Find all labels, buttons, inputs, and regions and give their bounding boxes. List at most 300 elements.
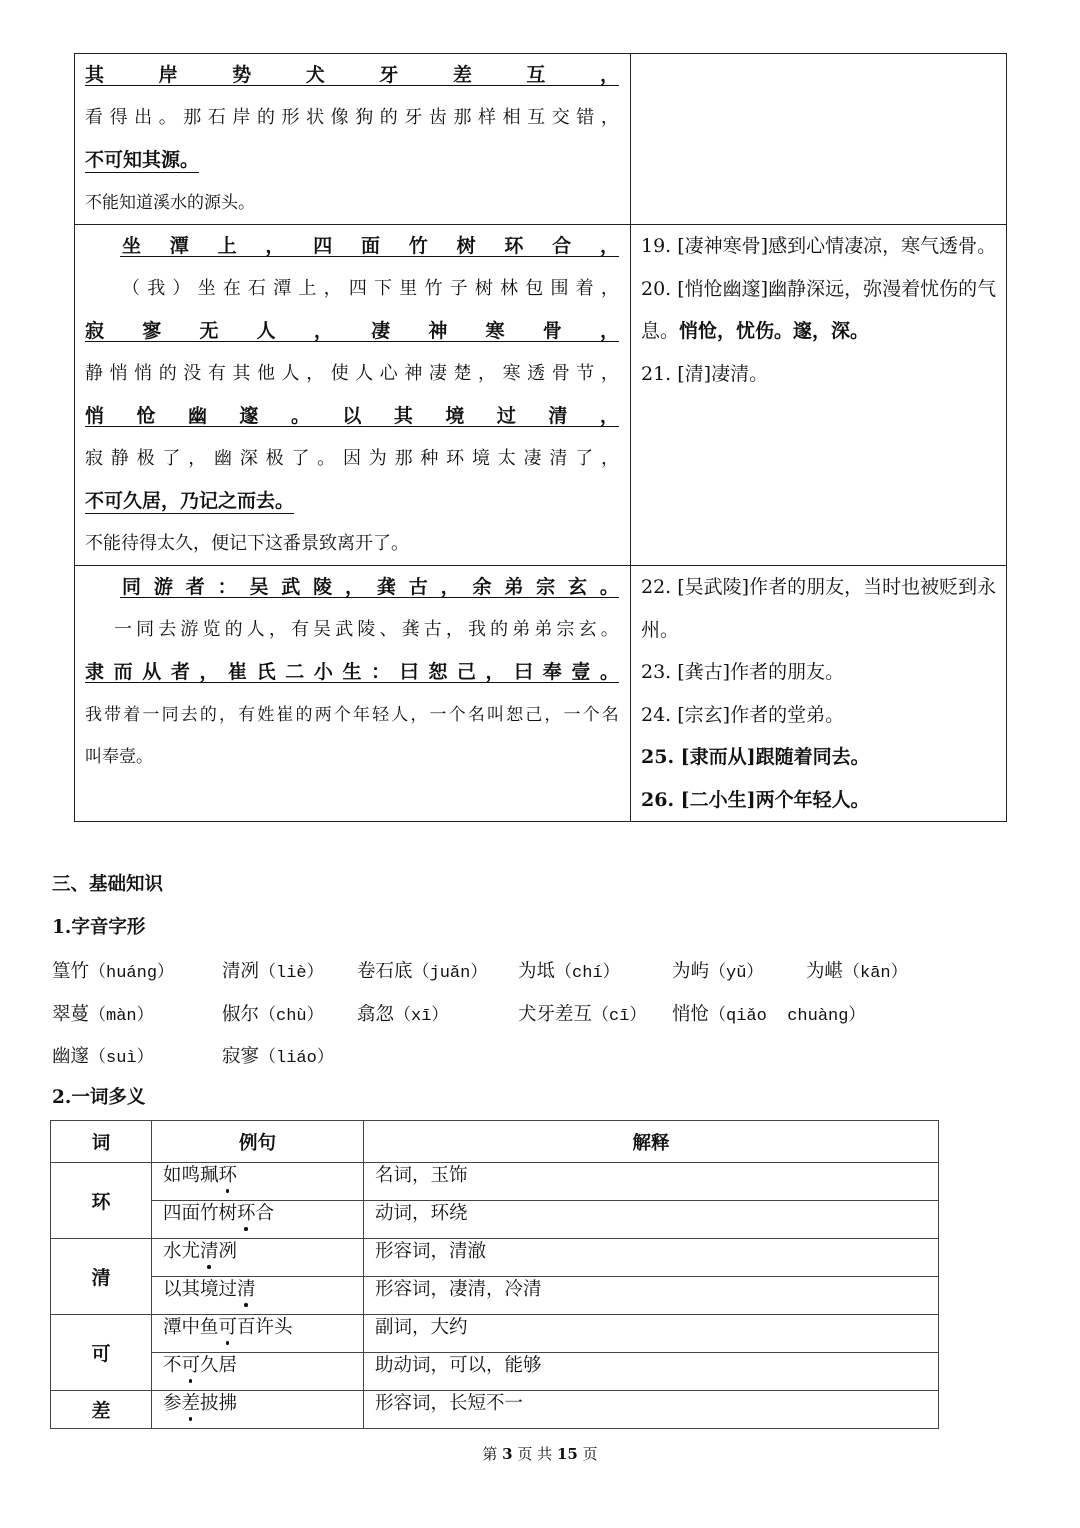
glyph: 轻 [372, 704, 390, 725]
pinyin-word: 篁竹 [52, 961, 90, 983]
original-text-cell [75, 225, 631, 566]
pinyin-item [518, 957, 672, 983]
pinyin-reading: （qiǎo chuàng） [709, 1006, 866, 1026]
glyph: 览 [202, 618, 221, 640]
glyph: 凄 [523, 447, 542, 469]
original-text-line [85, 54, 619, 97]
pinyin-word: 翕忽 [357, 1003, 395, 1025]
pinyin-item [52, 1000, 222, 1026]
glyph: 一 [563, 704, 581, 725]
glyph: 骨 [542, 320, 562, 342]
translation-line [85, 694, 619, 737]
glyph: 竹 [424, 277, 443, 299]
meaning: 动词，环绕 [364, 1201, 939, 1239]
example-text: 以其境过 [163, 1279, 238, 1300]
translation-line: 叫奉壹。 [85, 747, 153, 767]
example-text: 久居 [200, 1355, 238, 1376]
glyph: 那 [183, 106, 202, 128]
glyph: 。 [290, 405, 310, 427]
glyph: 林 [500, 277, 519, 299]
glyph: 得 [109, 106, 128, 128]
meaning: 形容词，凄清，冷清 [364, 1277, 939, 1315]
note-text-bold: 悄怆，忧伤。邃，深。 [679, 320, 870, 342]
glyph: 寒 [502, 362, 521, 384]
example-text: 水尤 [163, 1241, 201, 1262]
pinyin-reading: （màn） [89, 1006, 154, 1026]
glyph: 着 [575, 277, 594, 299]
pinyin-reading: （liè） [259, 964, 324, 984]
glyph: ， [345, 576, 365, 598]
glyph: 着 [123, 704, 141, 725]
glyph: ， [600, 362, 619, 384]
glyph: 潭 [169, 235, 189, 257]
pinyin-item [222, 957, 357, 983]
glyph: 因 [342, 447, 361, 469]
glyph: 曰 [399, 661, 419, 683]
glyph: 石 [248, 277, 267, 299]
glyph: 潭 [273, 277, 292, 299]
passage-row [75, 566, 1007, 822]
glyph: 交 [551, 106, 570, 128]
glyph: 叫 [486, 704, 504, 725]
glyph: ： [371, 661, 391, 683]
glyph: ， [599, 64, 619, 86]
glyph: 龚 [401, 618, 420, 640]
passage-row [75, 225, 1007, 566]
glyph: 无 [199, 320, 219, 342]
glyph: 两 [314, 704, 332, 725]
glyph: 种 [420, 447, 439, 469]
glyph: 幽 [187, 405, 207, 427]
example-text: 参 [163, 1393, 182, 1414]
original-text-line: 不可久居，乃记之而去。 [85, 490, 295, 512]
glyph: ， [218, 704, 236, 725]
glyph: 太 [497, 447, 516, 469]
glyph: 清 [549, 447, 568, 469]
glyph: 而 [113, 661, 133, 683]
pinyin-word: 俶尔 [222, 1003, 260, 1025]
glyph: 相 [502, 106, 521, 128]
glyph: 那 [394, 447, 413, 469]
meaning: 形容词，长短不一 [364, 1391, 939, 1429]
page-label-total: 共 [537, 1445, 553, 1463]
glyph: 凄 [428, 362, 447, 384]
glyph: 了 [291, 447, 310, 469]
glyph: 我 [85, 704, 102, 725]
pinyin-word: 为屿 [672, 961, 710, 983]
pinyin-item [52, 957, 222, 983]
meaning: 副词，大约 [364, 1315, 939, 1353]
example-sentence [152, 1239, 364, 1277]
polysemy-table [50, 1120, 939, 1429]
original-text-cell [75, 54, 631, 225]
glyph: 竹 [408, 235, 428, 257]
glyph: 环 [446, 447, 465, 469]
glyph: 树 [456, 235, 476, 257]
glyph: 二 [285, 661, 305, 683]
glyph: 他 [256, 362, 275, 384]
emphasized-character: 可 [181, 1355, 201, 1376]
original-text-cell [75, 566, 631, 822]
polysemy-word: 环 [51, 1163, 152, 1239]
emphasized-character: 可 [218, 1317, 238, 1338]
polysemy-row [51, 1353, 939, 1391]
pinyin-item [806, 957, 966, 983]
glyph: 人 [281, 362, 300, 384]
glyph: 骨 [551, 362, 570, 384]
pinyin-reading: （huáng） [89, 964, 175, 984]
pinyin-reading: （juǎn） [412, 964, 488, 984]
pinyin-item [222, 1000, 357, 1026]
glyph: 古 [408, 576, 428, 598]
column-header-example: 例句 [152, 1121, 364, 1163]
glyph: 没 [183, 362, 202, 384]
pinyin-reading: （chù） [259, 1006, 324, 1026]
glyph: 者 [185, 576, 205, 598]
translation-line: 不能待得太久，便记下这番景致离开了。 [85, 532, 409, 554]
glyph: 神 [428, 320, 448, 342]
pinyin-reading: （yǔ） [709, 964, 764, 984]
glyph: ， [445, 618, 464, 640]
glyph: 同 [136, 618, 155, 640]
subsection-title: 2.一词多义 [52, 1086, 146, 1108]
glyph: 下 [374, 277, 393, 299]
meaning: 助动词，可以，能够 [364, 1353, 939, 1391]
glyph: 悄 [134, 362, 153, 384]
glyph: 的 [295, 704, 313, 725]
glyph: 了 [575, 447, 594, 469]
glyph: 互 [526, 64, 546, 86]
current-page-number: 3 [502, 1445, 513, 1463]
emphasized-character: 差 [181, 1393, 201, 1414]
column-header-meaning: 解释 [364, 1121, 939, 1163]
pinyin-reading: （chí） [555, 964, 620, 984]
glyph: 小 [313, 661, 333, 683]
glyph: 寥 [142, 320, 162, 342]
translation-line [85, 609, 619, 652]
glyph: 怆 [136, 405, 156, 427]
glyph: 人 [355, 362, 374, 384]
glyph: 楚 [453, 362, 472, 384]
glyph: 其 [393, 405, 413, 427]
page-label-unit: 页 [582, 1445, 598, 1463]
notes-cell [631, 225, 1007, 566]
glyph: 状 [306, 106, 325, 128]
note-line: 23. [龚古]作者的朋友。 [641, 661, 845, 683]
glyph: ， [478, 362, 496, 384]
emphasized-character: 清 [237, 1279, 256, 1300]
glyph: 个 [582, 704, 600, 725]
glyph: 从 [142, 661, 162, 683]
translation-line [85, 438, 619, 481]
page-label-unit: 页 [517, 1445, 533, 1463]
glyph: 的 [158, 362, 177, 384]
glyph: 互 [527, 106, 546, 128]
glyph: 境 [445, 405, 465, 427]
glyph: 犬 [305, 64, 325, 86]
pinyin-word: 为嵁 [806, 961, 844, 983]
pinyin-word: 清冽 [222, 961, 260, 983]
glyph: ， [188, 447, 207, 469]
glyph: ， [485, 661, 505, 683]
glyph: 一 [142, 704, 160, 725]
emphasized-character: 清 [200, 1241, 219, 1262]
glyph: 样 [478, 106, 496, 128]
glyph: 我 [468, 618, 486, 640]
glyph: 坐 [122, 235, 142, 257]
original-text-line [85, 310, 619, 353]
glyph: ， [440, 576, 460, 598]
glyph: 悄 [109, 362, 128, 384]
glyph: 神 [404, 362, 423, 384]
glyph: 吴 [313, 618, 332, 640]
polysemy-row [51, 1315, 939, 1353]
original-text-line: 不可知其源。 [85, 149, 200, 171]
note-line: 州。 [641, 618, 680, 641]
glyph: 己 [456, 661, 476, 683]
glyph: 清 [548, 405, 568, 427]
glyph: 。 [599, 576, 619, 598]
glyph: 弟 [512, 618, 531, 640]
page-footer [0, 1444, 1080, 1464]
glyph: 武 [281, 576, 301, 598]
glyph: 以 [342, 405, 362, 427]
pinyin-word: 幽邃 [52, 1046, 90, 1068]
example-sentence [152, 1201, 364, 1239]
glyph: 牙 [404, 106, 423, 128]
glyph: 人 [391, 704, 409, 725]
subsection-title: 1.字音字形 [52, 916, 146, 938]
glyph: 看 [85, 106, 103, 128]
glyph: 包 [525, 277, 544, 299]
polysemy-header-row [51, 1121, 939, 1163]
glyph: 差 [452, 64, 472, 86]
glyph: 。 [158, 106, 177, 128]
glyph: 的 [490, 618, 509, 640]
note-line: 25. [隶而从]跟随着同去。 [641, 746, 870, 768]
glyph: 同 [122, 576, 142, 598]
polysemy-row [51, 1239, 939, 1277]
meaning: 名词，玉饰 [364, 1163, 939, 1201]
example-text: 披拂 [200, 1393, 238, 1414]
glyph: 树 [474, 277, 493, 299]
glyph: ， [410, 704, 428, 725]
polysemy-row [51, 1163, 939, 1201]
glyph: 那 [453, 106, 472, 128]
glyph: 的 [224, 618, 243, 640]
glyph: 错 [576, 106, 595, 128]
example-sentence [152, 1163, 364, 1201]
glyph: 岸 [232, 106, 251, 128]
example-sentence [152, 1315, 364, 1353]
original-text-line [85, 225, 619, 268]
polysemy-word: 可 [51, 1315, 152, 1391]
glyph: 围 [550, 277, 569, 299]
glyph: 有 [291, 618, 309, 640]
glyph: 坐 [197, 277, 216, 299]
notes-cell [631, 54, 1007, 225]
glyph: 的 [199, 704, 217, 725]
pinyin-word: 卷石底 [357, 961, 413, 983]
pinyin-item [357, 1000, 518, 1026]
pinyin-item [672, 957, 806, 983]
pinyin-reading: （cī） [592, 1006, 647, 1026]
emphasized-character: 环 [218, 1165, 238, 1186]
glyph: 壹 [571, 661, 591, 683]
glyph: 面 [360, 235, 380, 257]
glyph: 带 [104, 704, 122, 725]
translation-line: 不能知道溪水的源头。 [85, 192, 255, 213]
glyph: 其 [232, 362, 251, 384]
note-text: 息。 [641, 320, 680, 342]
glyph: 形 [281, 106, 300, 128]
glyph: 环 [504, 235, 524, 257]
note-line: 26. [二小生]两个年轻人。 [641, 788, 870, 811]
glyph: 深 [239, 447, 258, 469]
glyph: ， [600, 106, 619, 128]
example-text: 合 [255, 1203, 275, 1224]
glyph: 者 [170, 661, 190, 683]
pinyin-row [52, 1034, 1052, 1077]
example-text: 潭中鱼 [163, 1317, 219, 1338]
glyph: 恕 [506, 704, 524, 725]
glyph: 了 [162, 447, 181, 469]
glyph: 极 [136, 447, 155, 469]
glyph: 弟 [504, 576, 524, 598]
glyph: 上 [298, 277, 317, 299]
glyph: 幽 [213, 447, 232, 469]
polysemy-word: 清 [51, 1239, 152, 1315]
original-text-line [85, 395, 619, 438]
glyph: ， [599, 320, 619, 342]
glyph: 名 [601, 704, 619, 725]
glyph: 岸 [158, 64, 178, 86]
glyph: 静 [110, 447, 129, 469]
glyph: 游 [180, 618, 199, 640]
glyph: 恕 [428, 661, 448, 683]
glyph: ： [217, 576, 237, 598]
pinyin-word: 为坻 [518, 961, 556, 983]
glyph: 邃 [239, 405, 259, 427]
example-text: 如鸣珮 [163, 1165, 219, 1186]
glyph: 的 [379, 106, 398, 128]
pinyin-reading: （suì） [89, 1049, 154, 1069]
glyph: 悄 [85, 405, 105, 427]
glyph: 崔 [276, 704, 294, 725]
glyph: 个 [333, 704, 351, 725]
glyph: 人 [246, 618, 265, 640]
glyph: 生 [342, 661, 362, 683]
glyph: （ [122, 277, 140, 299]
glyph: 一 [429, 704, 447, 725]
glyph: 凄 [371, 320, 391, 342]
pinyin-row [52, 949, 1052, 992]
glyph: 有 [207, 362, 226, 384]
glyph: 势 [232, 64, 252, 86]
glyph: 寒 [485, 320, 505, 342]
pinyin-item [52, 1042, 222, 1068]
glyph: 心 [379, 362, 398, 384]
example-text: 百许头 [237, 1317, 293, 1338]
note-line: 19. [凄神寒骨]感到心情凄凉，寒气透骨。 [641, 235, 997, 257]
column-header-word: 词 [51, 1121, 152, 1163]
glyph: 氏 [256, 661, 276, 683]
glyph: 奉 [542, 661, 562, 683]
glyph: 玄 [568, 576, 588, 598]
example-text: 冽 [218, 1241, 238, 1262]
glyph: 在 [222, 277, 241, 299]
total-page-number: 15 [556, 1445, 578, 1463]
glyph: 去 [180, 704, 198, 725]
glyph: 陵 [313, 576, 333, 598]
pinyin-item [357, 957, 518, 983]
basics-section [52, 864, 1052, 1119]
glyph: ， [313, 320, 333, 342]
glyph: 崔 [228, 661, 248, 683]
glyph: 。 [600, 618, 619, 640]
glyph: ， [600, 447, 619, 469]
example-text: 不 [163, 1355, 182, 1376]
glyph: 我 [147, 277, 166, 299]
page-label-prefix: 第 [482, 1445, 498, 1463]
glyph: ， [600, 277, 619, 299]
glyph: 玄 [578, 618, 597, 640]
glyph: ） [172, 277, 191, 299]
glyph: 四 [313, 235, 333, 257]
glyph: 年 [352, 704, 370, 725]
glyph: 龚 [376, 576, 396, 598]
glyph: 陵 [357, 618, 376, 640]
polysemy-word: 差 [51, 1391, 152, 1429]
glyph: 寂 [85, 320, 105, 342]
glyph: 姓 [257, 704, 275, 725]
glyph: 极 [265, 447, 284, 469]
note-line: 21. [清]凄清。 [641, 362, 769, 385]
glyph: 个 [448, 704, 466, 725]
notes-cell [631, 566, 1007, 822]
glyph: 出 [134, 106, 153, 128]
glyph: ， [306, 362, 325, 384]
glyph: 静 [85, 362, 103, 384]
note-line: 20. [悄怆幽邃]幽静深远，弥漫着忧伤的气 [641, 277, 997, 300]
glyph: ， [323, 277, 342, 299]
glyph: 的 [256, 106, 275, 128]
glyph: 境 [471, 447, 490, 469]
glyph: 牙 [379, 64, 399, 86]
original-text-line [85, 566, 619, 609]
example-sentence [152, 1353, 364, 1391]
emphasized-character: 环 [237, 1203, 256, 1224]
glyph: 隶 [85, 661, 105, 683]
glyph: 名 [467, 704, 485, 725]
glyph: ， [599, 405, 619, 427]
note-line: 24. [宗玄]作者的堂弟。 [641, 703, 845, 726]
glyph: 像 [330, 106, 349, 128]
glyph: 同 [161, 704, 179, 725]
pinyin-item [672, 1000, 866, 1026]
pinyin-reading: （xī） [394, 1006, 449, 1026]
pinyin-word: 悄怆 [672, 1003, 710, 1025]
meaning: 形容词，清澈 [364, 1239, 939, 1277]
passage-row [75, 54, 1007, 225]
glyph: 四 [348, 277, 367, 299]
glyph: 宗 [556, 618, 575, 640]
example-sentence [152, 1391, 364, 1429]
translation-line [85, 353, 619, 396]
glyph: 透 [527, 362, 546, 384]
glyph: 节 [576, 362, 595, 384]
glyph: 合 [552, 235, 572, 257]
